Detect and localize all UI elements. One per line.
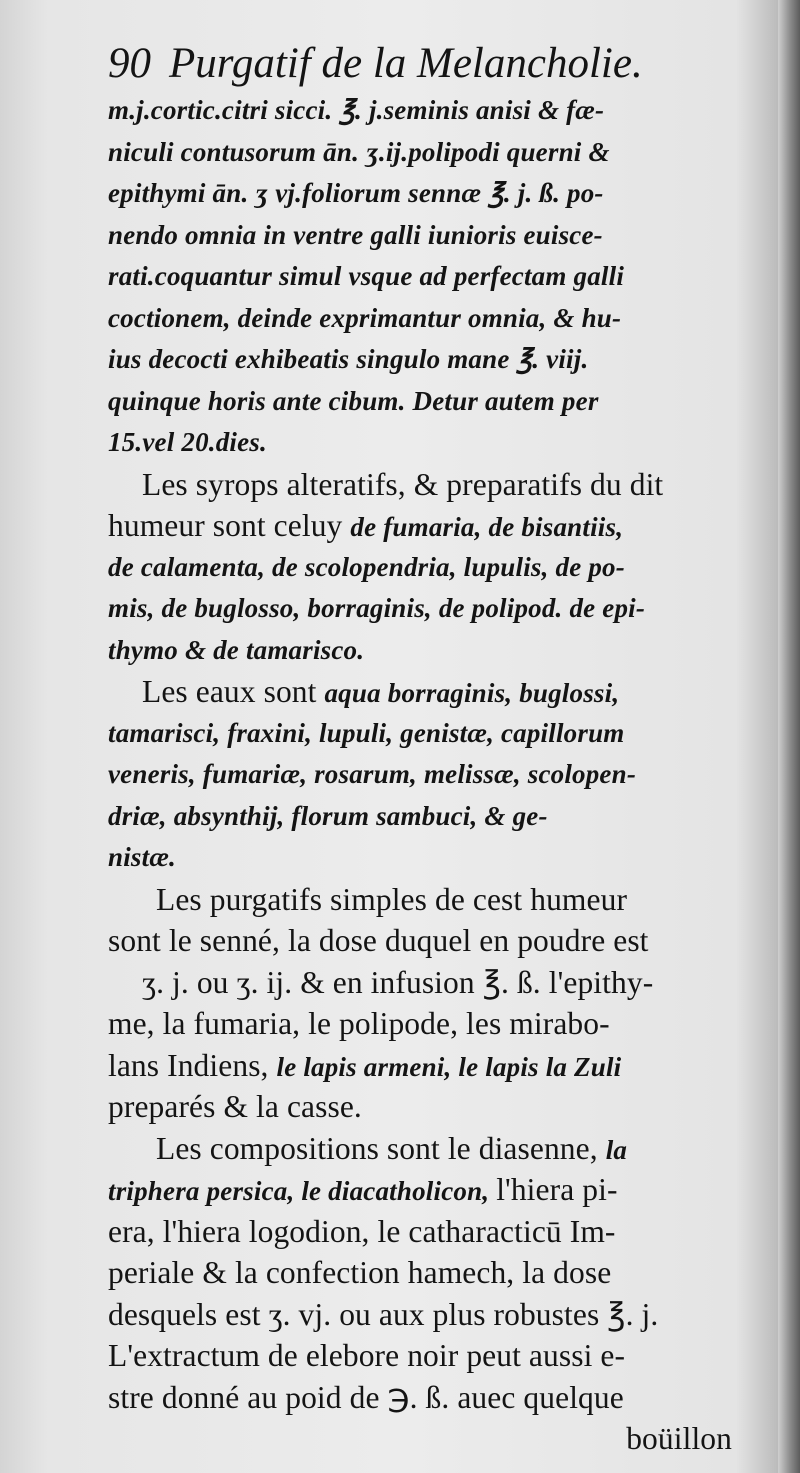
page-content [108,38,734,1456]
italic-latin-text: de calamenta, de scolopendria, lupulis, de po- [108,551,625,582]
body-text [108,90,734,1460]
text-line [108,754,734,796]
text-line [108,796,734,838]
roman-text: era, l'hiera logodion, le catharacticū Im- [108,1213,616,1249]
italic-latin-text: m.j.cortic.citri sicci. ℥. j.seminis anisi & fæ- [108,95,605,125]
text-line [108,671,734,713]
roman-text: boüillon [626,1421,732,1456]
roman-text: l'hiera pi- [496,1172,618,1207]
italic-latin-text: thymo & de tamarisco. [108,634,365,665]
italic-latin-text: la [605,1134,628,1165]
roman-text: L'extractum de elebore noir peut aussi e- [108,1338,626,1373]
italic-latin-text: rati.coquantur simul vsque ad perfectam galli [108,261,625,291]
italic-latin-text: 15.vel 20.dies. [108,427,267,457]
roman-text: me, la fumaria, le polipode, les mirabo- [108,1006,610,1041]
running-title: Purgatif de la Melancholie. [169,40,643,87]
text-line [108,1128,734,1170]
roman-text: desquels est ʒ. vj. ou aux plus robustes ℥. j. [108,1296,659,1332]
text-line [108,132,734,174]
text-line [108,547,734,589]
italic-latin-text: de fumaria, de bisantiis, [350,512,624,542]
roman-text: stre donné au poid de ℈. ß. auec quelque [108,1379,624,1415]
text-line [108,588,734,630]
text-line [108,837,734,879]
italic-latin-text: triphera persica, le diacatholicon, [108,1176,497,1206]
text-line [108,215,734,257]
roman-text: lans Indiens, [108,1047,277,1083]
italic-latin-text: driæ, absynthij, florum sambuci, & ge- [108,800,548,831]
italic-latin-text: niculi contusorum ān. ʒ.ij.polipodi querni & [108,136,610,167]
roman-text: periale & la confection hamech, la dose [108,1255,612,1290]
italic-latin-text: ius decocti exhibeatis singulo mane ℥. viij. [108,344,589,374]
text-line [108,1086,734,1128]
text-line [108,1045,734,1087]
italic-latin-text: mis, de buglosso, borraginis, de polipod. de epi- [108,593,646,623]
roman-text: preparés & la casse. [108,1089,362,1124]
roman-text: Les purgatifs simples de cest humeur [156,881,628,917]
text-line [108,422,734,464]
italic-latin-text: quinque horis ante cibum. Detur autem per [108,385,599,416]
text-line [108,713,734,755]
text-line [108,464,734,506]
text-line [108,1003,734,1045]
text-line [108,1211,734,1253]
italic-latin-text: tamarisci, fraxini, lupuli, genistæ, capillorum [108,717,625,748]
italic-latin-text: aqua borraginis, buglossi, [324,678,620,708]
text-line [108,256,734,298]
running-header [108,38,734,90]
text-line [108,173,734,215]
italic-latin-text: epithymi ān. ʒ vj.foliorum sennæ ℥. j. ß. po- [108,178,604,208]
text-line [108,630,734,672]
text-line [108,381,734,423]
text-line [108,1418,734,1460]
text-line [108,879,734,921]
italic-latin-text: veneris, fumariæ, rosarum, melissæ, scolopen- [108,759,637,789]
text-line [108,1377,734,1419]
roman-text: Les compositions sont le diasenne, [156,1130,606,1166]
text-line [108,1169,734,1211]
italic-latin-text: nistæ. [108,842,176,872]
book-spine-shadow [778,0,800,1473]
roman-text: humeur sont celuy [108,508,351,543]
text-line [108,1252,734,1294]
text-line [108,505,734,547]
page-number: 90 [108,40,151,87]
text-line [108,920,734,962]
text-line [108,1294,734,1336]
italic-latin-text: le lapis armeni, le lapis la Zuli [276,1051,622,1082]
roman-text: Les syrops alteratifs, & preparatifs du dit [142,466,664,502]
text-line [108,962,734,1004]
roman-text: ʒ. j. ou ʒ. ij. & en infusion ℥. ß. l'epithy- [142,964,654,1000]
text-line [108,90,734,132]
roman-text: Les eaux sont [142,674,325,709]
text-line [108,1335,734,1377]
text-line [108,339,734,381]
italic-latin-text: nendo omnia in ventre galli iunioris euisce- [108,219,603,250]
text-line [108,298,734,340]
italic-latin-text: coctionem, deinde exprimantur omnia, & hu- [108,302,622,333]
roman-text: sont le senné, la dose duquel en poudre est [108,923,649,958]
